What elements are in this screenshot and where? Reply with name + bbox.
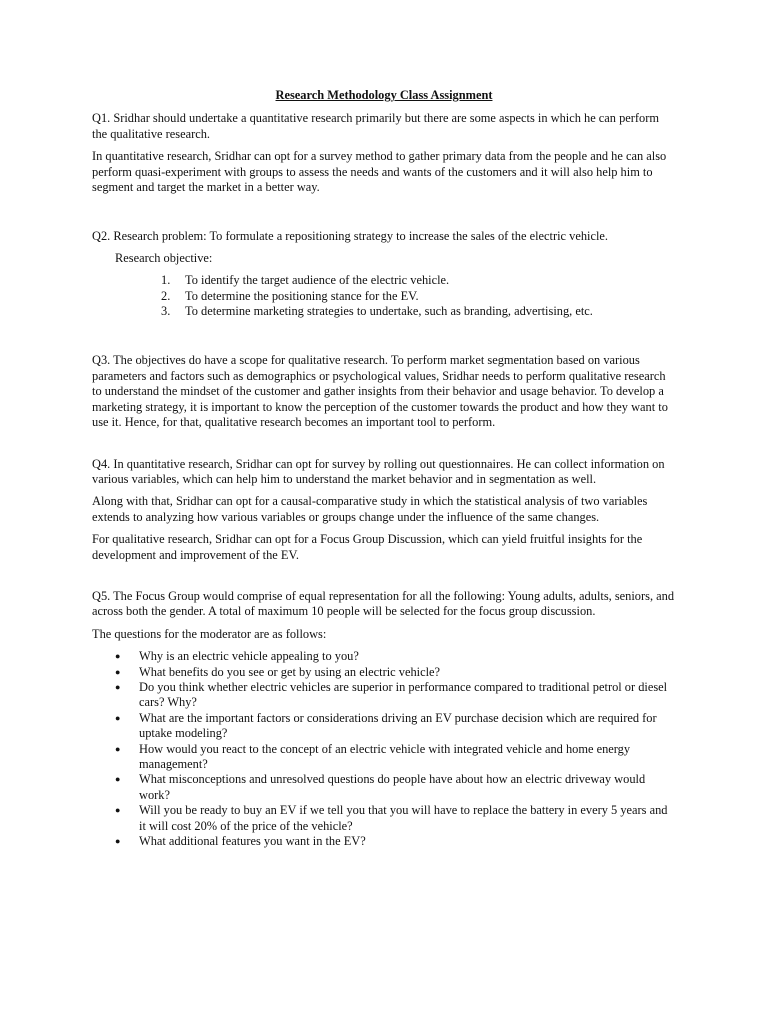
q2-objective-label: Research objective: — [115, 250, 213, 265]
q1-paragraph-2: In quantitative research, Sridhar can opt for a survey method to gather primary data from the people and he can also perform quasi-experiment with groups to assess the needs and wants of the customers and it will also help him to segment and target the market in a better way. — [92, 149, 667, 195]
bullet-icon: ● — [115, 651, 121, 662]
list-number: 3. — [161, 304, 171, 319]
q5-paragraph-1: Q5. The Focus Group would comprise of equal representation for all the following: Young adults, adults, seniors, and across both the gender. A total of maximum 10 people will be selected for the focus group discussion. — [92, 588, 675, 619]
list-number: 2. — [161, 288, 171, 303]
q4-paragraph-3: For qualitative research, Sridhar can opt for a Focus Group Discussion, which can yield fruitful insights for the development and improvement of the EV. — [92, 532, 643, 562]
moderator-questions-list — [92, 649, 676, 849]
list-item — [92, 803, 676, 834]
list-item — [92, 665, 676, 680]
q4-paragraph-1: Q4. In quantitative research, Sridhar can opt for survey by rolling out questionnaires. He can collect information on various variables, which can help him to understand the market behavior and in segmentation as well. — [92, 456, 665, 486]
q3-paragraph-1: Q3. The objectives do have a scope for qualitative research. To perform market segmentation based on various parameters and factors such as demographics or psychological values, Sridhar needs to perform qualitative research to understand the mindset of the customer and gather insights from their behavior and usage behavior. To develop a marketing strategy, it is important to know the perception of the customer towards the product and how they want to use it. Hence, for that, qualitative research becomes an important tool to perform. — [92, 353, 668, 430]
list-item-text: How would you react to the concept of an electric vehicle with integrated vehicle and home energy management? — [139, 741, 631, 771]
q5-paragraph-2: The questions for the moderator are as follows: — [92, 626, 327, 641]
q4-section — [92, 457, 676, 563]
list-item — [92, 680, 676, 711]
bullet-icon: ● — [115, 681, 121, 692]
list-item — [92, 273, 676, 288]
list-item-text: Do you think whether electric vehicles are superior in performance compared to traditional petrol or diesel cars? Why? — [139, 679, 668, 710]
q2-research-problem: Q2. Research problem: To formulate a repositioning strategy to increase the sales of the electric vehicle. — [92, 229, 609, 244]
document-title: Research Methodology Class Assignment — [275, 88, 493, 102]
q1-paragraph-1: Q1. Sridhar should undertake a quantitative research primarily but there are some aspects in which he can perform the qualitative research. — [92, 111, 660, 141]
q3-section — [92, 353, 676, 430]
list-item — [92, 711, 676, 742]
list-item-text: What additional features you want in the EV? — [139, 834, 366, 849]
list-item — [92, 649, 676, 664]
bullet-icon: ● — [115, 712, 121, 723]
list-item-text: To determine marketing strategies to undertake, such as branding, advertising, etc. — [185, 304, 593, 319]
list-item — [92, 304, 676, 319]
q5-section — [92, 589, 676, 850]
list-item-text: To determine the positioning stance for the EV. — [185, 288, 419, 303]
list-number: 1. — [161, 273, 171, 288]
bullet-icon: ● — [115, 666, 121, 677]
objectives-list — [92, 273, 676, 319]
list-item-text: What misconceptions and unresolved questions do people have about how an electric driveway would work? — [139, 772, 646, 802]
bullet-icon: ● — [115, 743, 121, 754]
list-item — [92, 742, 676, 773]
bullet-icon: ● — [115, 836, 121, 847]
list-item — [92, 289, 676, 304]
list-item-text: To identify the target audience of the electric vehicle. — [185, 273, 450, 288]
list-item-text: Will you be ready to buy an EV if we tell you that you will have to replace the battery in every 5 years and it will cost 20% of the price of the vehicle? — [139, 803, 668, 833]
list-item-text: Why is an electric vehicle appealing to you? — [139, 649, 359, 664]
list-item — [92, 834, 676, 849]
list-item — [92, 772, 676, 803]
list-item-text: What are the important factors or considerations driving an EV purchase decision which are required for uptake modeling? — [139, 710, 657, 741]
bullet-icon: ● — [115, 774, 121, 785]
list-item-text: What benefits do you see or get by using an electric vehicle? — [139, 664, 441, 679]
q4-paragraph-2: Along with that, Sridhar can opt for a causal-comparative study in which the statistical analysis of two variables extends to analyzing how various variables or groups change under the influence of the same changes. — [92, 494, 648, 524]
q2-section — [92, 229, 676, 319]
q1-section — [92, 111, 676, 195]
bullet-icon: ● — [115, 805, 121, 816]
